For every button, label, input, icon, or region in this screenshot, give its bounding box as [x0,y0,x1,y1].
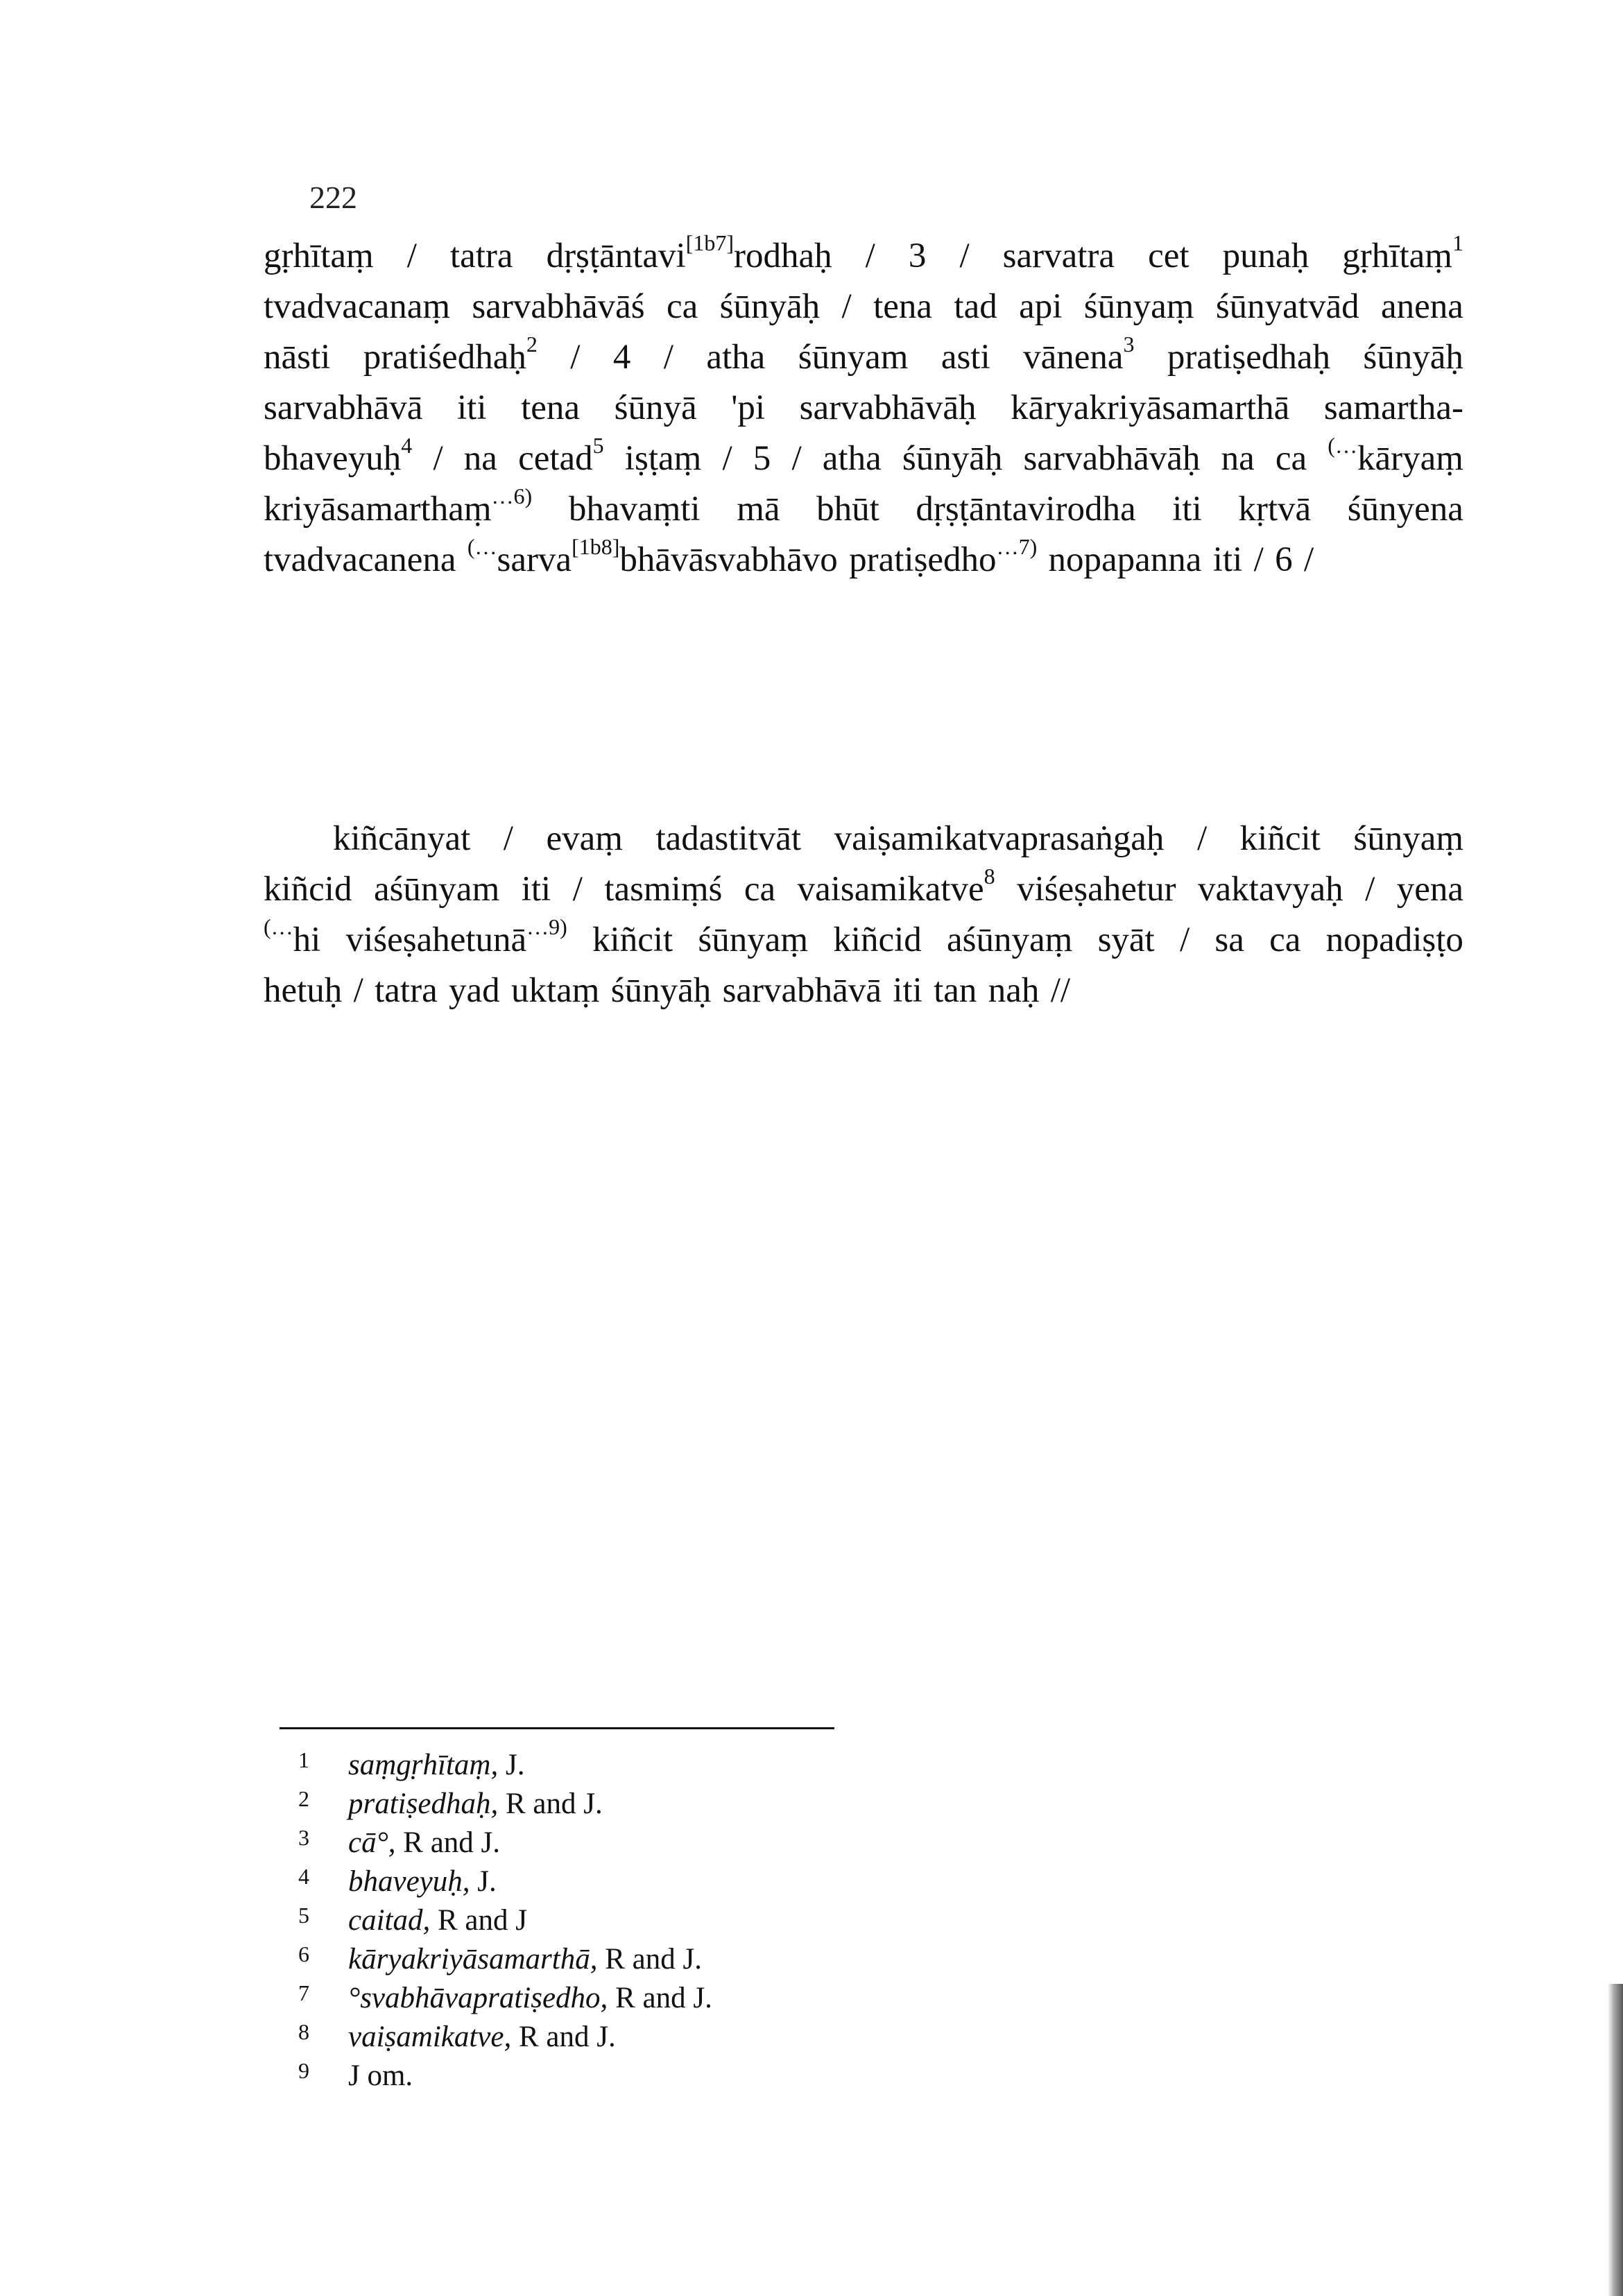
word: śūnyatvād [1215,287,1359,326]
footnote-number: 1 [298,1747,309,1772]
word: ca [744,870,776,909]
word: vaktavyaḥ [1198,870,1343,909]
word: iti [893,971,922,1010]
word: / [1365,870,1375,909]
word: sarvabhāvāś [472,287,645,326]
word: śūnyāḥ [610,971,712,1010]
word: 'pi [731,388,766,427]
word: atha [706,338,766,377]
word: kriyāsamarthaṃ$^{\dots 6)}$ [264,483,533,529]
word: tatra [375,971,438,1010]
footnote-text: vaiṣamikatve, R and J. [348,2021,616,2053]
word: evaṃ [546,819,623,858]
footnote-text: °svabhāvapratiṣedho, R and J. [348,1982,712,2014]
word: / [663,338,673,377]
word: kiñcit [592,920,673,959]
word: naḥ [988,971,1040,1010]
footnote-number: 2 [298,1786,309,1811]
word: iti [1172,490,1202,529]
word: / [1303,540,1314,579]
word: tvadvacanaṃ [264,287,451,326]
footnote-4 [298,1865,712,1903]
text-line [264,864,1463,920]
footnote-9 [298,2059,712,2098]
text-line [264,819,1463,869]
word: vaisamikatve$^8$ [797,864,995,909]
footnote-text: bhaveyuḥ, J. [348,1865,497,1898]
word: bhūt [816,490,879,529]
word: śūnyam [798,338,909,377]
word: punaḥ [1222,237,1309,275]
word: iṣṭaṃ [624,439,702,478]
word: nopapanna [1048,540,1202,579]
word: viśeṣahetur [1017,870,1176,909]
word: dṛṣṭāntavirodha [916,490,1136,529]
word: sarvabhāvāḥ [799,388,977,427]
word: nopadiṣṭo [1325,920,1463,959]
word: bhavaṃti [568,490,701,529]
word: aśūnyam [373,870,500,909]
word: / [503,819,513,858]
word: ca [1275,439,1307,478]
footnote-number: 7 [298,1980,309,2005]
word: pratiṣedhaḥ [1167,338,1330,377]
word: vaiṣamikatvaprasaṅgaḥ [834,819,1165,858]
word: tasmiṃś [604,870,723,909]
text-line [264,534,1463,590]
footnote-1 [298,1748,712,1787]
word: sarvatra [1002,237,1115,275]
word: atha [822,439,882,478]
footnote-text: J om. [348,2059,413,2092]
word: / [791,439,802,478]
word: cet [1148,237,1190,275]
word: // [1050,971,1071,1010]
word: 4 [612,338,631,377]
word: kiñcit [1239,819,1321,858]
word: śūnyaṃ [1083,287,1194,326]
footnote-text: kāryakriyāsamarthā, R and J. [348,1943,702,1976]
word: / [570,338,581,377]
word: / [1253,540,1264,579]
word: mā [737,490,780,529]
word: uktaṃ [510,971,600,1010]
word: śūnyena [1347,490,1463,529]
word: śūnyaṃ [698,920,809,959]
word: nāsti [264,338,331,377]
paragraph-2 [264,819,1463,1021]
word: tadastitvāt [655,819,802,858]
footnote-number: 4 [298,1864,309,1889]
word: tad [954,287,997,326]
word: sa [1214,920,1244,959]
word: cetad$^5$ [518,433,604,478]
word: tena [521,388,581,427]
word: / [353,971,363,1010]
word: gṛhītaṃ [264,237,374,275]
footnote-text: caitad, R and J [348,1904,527,1937]
word: tvadvacanena [264,540,456,579]
word: śūnyāḥ [719,287,821,326]
footnotes [298,1748,712,2098]
word: vānena$^3$ [1023,332,1135,377]
word: (…sarva[1b8]bhāvāsvabhāvo [467,534,838,579]
word: yad [449,971,500,1010]
text-line [264,970,1463,1021]
scan-edge-shadow [1608,1984,1623,2296]
word: kṛtvā [1238,490,1312,529]
text-line [264,332,1463,388]
word: / [433,439,443,478]
word: hetuḥ [264,971,343,1010]
word: kiñcid [264,870,352,909]
word: asti [941,338,990,377]
word: (…hi [264,914,321,959]
word: samartha- [1323,388,1463,427]
word: ca [1269,920,1301,959]
word: aśūnyaṃ [947,920,1073,959]
footnote-3 [298,1826,712,1865]
word: na [463,439,497,478]
word: pratiśedhaḥ$^2$ [363,332,538,377]
footnote-number: 5 [298,1903,309,1928]
page-number: 222 [309,180,357,215]
word: / [865,237,875,275]
text-line [264,286,1463,337]
text-line [264,388,1463,438]
word: 6 [1275,540,1293,579]
word: gṛhītaṃ$^1$ [1342,230,1463,275]
word: / [841,287,852,326]
word: 5 [753,439,771,478]
footnote-text: saṃgṛhītaṃ, J. [348,1749,525,1781]
word: / [406,237,417,275]
word: pratiṣedho$^{\dots 7)}$ [849,534,1038,579]
footnote-6 [298,1942,712,1981]
footnote-5 [298,1903,712,1942]
word: anena [1380,287,1463,326]
word: / [1196,819,1208,858]
word: na [1221,439,1255,478]
footnote-text: cā°, R and J. [348,1826,501,1859]
footnote-divider [280,1727,834,1729]
word: iti [1212,540,1243,579]
word: / [1179,920,1190,959]
word: (…kāryaṃ [1328,433,1463,478]
word: sarvabhāvā [722,971,882,1010]
word: kiñcānyat [333,819,471,858]
word: 3 [908,237,927,275]
word: bhaveyuḥ$^4$ [264,433,413,478]
word: sarvabhāvā [264,388,423,427]
footnote-number: 6 [298,1942,309,1967]
word: tan [934,971,977,1010]
footnote-8 [298,2020,712,2059]
word: kiñcid [833,920,922,959]
text-line [264,230,1463,286]
paragraph-1 [264,230,1463,590]
footnote-number: 3 [298,1825,309,1850]
footnote-text: pratiṣedhaḥ, R and J. [348,1788,603,1820]
word: / [959,237,970,275]
word: śūnyāḥ [902,439,1003,478]
word: yena [1396,870,1463,909]
word: syāt [1097,920,1155,959]
word: iti [456,388,487,427]
word: api [1019,287,1063,326]
word: tatra [449,237,513,275]
text-line [264,433,1463,489]
word: viśeṣahetunā$^{\dots 9)}$ [345,914,567,959]
word: ca [667,287,698,326]
footnote-number: 8 [298,2019,309,2044]
footnote-number: 9 [298,2058,309,2083]
word: śūnyāḥ [1363,338,1463,377]
word: iti [521,870,551,909]
word: sarvabhāvāḥ [1023,439,1201,478]
word: kāryakriyāsamarthā [1011,388,1290,427]
word: śūnyaṃ [1353,819,1463,858]
word: / [722,439,732,478]
word: dṛṣṭāntavi[1b7]rodhaḥ [546,230,832,275]
text-line [264,914,1463,970]
footnote-2 [298,1787,712,1826]
word: tena [873,287,933,326]
word: / [572,870,583,909]
word: śūnyā [614,388,697,427]
footnote-7 [298,1981,712,2020]
text-line [264,483,1463,540]
